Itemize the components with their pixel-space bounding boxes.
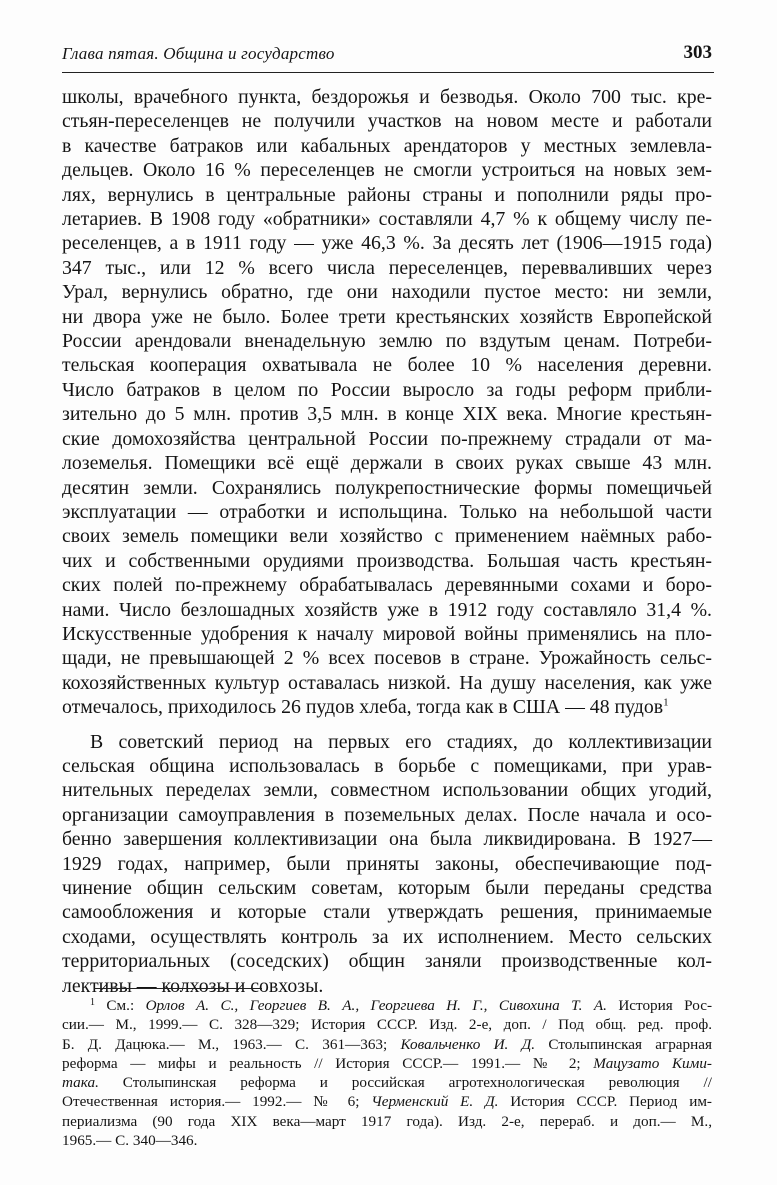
footnote-line: периализма (90 года XIX века—март 1917 года). Изд. 2-е, перераб. и доп.— М.,	[62, 1112, 712, 1130]
footnote	[62, 993, 712, 1150]
text-line: территориальных (соседских) общин заняли производственные кол-	[62, 950, 712, 973]
text-line: своих земель помещики вели хозяйство с применением наёмных рабо-	[62, 525, 712, 548]
text-line: тельская кооперация охватывала не более 10 % населения деревни.	[62, 354, 712, 377]
text-line: кохозяйственных культур оставалась низкой. На душу населения, как уже	[62, 671, 712, 694]
text-line: Искусственные удобрения к началу мировой войны применялись на пло-	[62, 622, 712, 645]
page-number: 303	[683, 42, 712, 63]
footnote-text: реформа — мифы и реальность // История СССР.— 1991.— № 2;	[62, 1054, 594, 1072]
footnote-text: См.:	[106, 997, 146, 1014]
text-line: дельцев. Около 16 % переселенцев не смогли устроиться на новых зем-	[62, 159, 712, 182]
footnote-text: Столыпинская аграрная	[535, 1035, 712, 1053]
text-line: В советский период на первых его стадиях, до коллективизации	[90, 730, 712, 753]
text-line: сходами, осуществлять контроль за их исполнением. Место сельских	[62, 925, 712, 948]
text-line: 1929 годах, например, были приняты законы, обеспечивающие под-	[62, 852, 712, 875]
footnote-rule	[94, 988, 262, 989]
text-line: зительно до 5 млн. против 3,5 млн. в конце XIX века. Многие крестьян-	[62, 403, 712, 426]
text-line: щади, не превышающей 2 % всех посевов в стране. Урожайность сельс-	[62, 647, 712, 670]
footnote-line	[62, 1054, 712, 1073]
paragraph-2	[62, 730, 712, 998]
text-line-content: отмечалось, приходилось 26 пудов хлеба, тогда как в США — 48 пудов	[62, 696, 664, 719]
page-header	[62, 44, 712, 72]
text-line: лоземелья. Помещики всё ещё держали в своих руках свыше 43 млн.	[62, 452, 712, 475]
text-line-last	[62, 695, 712, 719]
main-text	[62, 85, 712, 998]
footnote-text: Отечественная история.— 1992.— № 6;	[62, 1093, 372, 1111]
text-line: России арендовали вненадельную землю по вздутым ценам. Потреби-	[62, 330, 712, 353]
text-line: чинение общин сельским советам, которым были переданы средства	[62, 877, 712, 899]
footnote-line	[62, 1073, 712, 1092]
footnote-author: Мацузато Кими-	[593, 1054, 712, 1072]
text-line: Урал, вернулись обратно, где они находили пустое место: ни земли,	[62, 281, 712, 304]
text-line: десятин земли. Сохранялись полукрепостнические формы помещичьей	[62, 476, 712, 499]
footnote-line	[62, 1035, 712, 1054]
text-line: чих и собственными орудиями производства. Большая часть крестьян-	[62, 549, 712, 572]
footnote-author: Ковальченко И. Д.	[400, 1035, 536, 1053]
footnote-line: 1965.— С. 340—346.	[62, 1132, 198, 1150]
text-line: Число батраков в целом по России выросло за годы реформ прибли-	[62, 378, 712, 401]
footnote-text: Столыпинская реформа и российская агротехнологическая революция //	[98, 1074, 712, 1092]
header-rule	[62, 72, 714, 73]
footnote-text: История СССР. Период им-	[498, 1093, 712, 1111]
text-line: нительных переделах земли, совместном использовании общих угодий,	[62, 779, 712, 802]
text-line: летариев. В 1908 году «обратники» составляли 4,7 % к общему числу пе-	[62, 208, 712, 231]
footnote-reference[interactable]: 1	[663, 696, 669, 709]
text-line: стьян-переселенцев не получили участков на новом месте и работали	[62, 110, 712, 133]
footnote-text: Б. Д. Дацюка.— М., 1963.— С. 361—363;	[62, 1035, 401, 1053]
footnote-line	[62, 1092, 712, 1111]
text-line: ских полей по-прежнему обрабатывалась деревянными сохами и боро-	[62, 574, 712, 597]
text-line: сельская община использовалась в борьбе с помещиками, при урав-	[62, 754, 712, 777]
footnote-line	[62, 993, 712, 1015]
footnote-marker: 1	[90, 997, 95, 1008]
running-head: Глава пятая. Община и государство	[62, 44, 335, 63]
text-line: бенно завершения коллективизации она была ликвидирована. В 1927—	[62, 828, 712, 851]
paragraph-1	[62, 85, 712, 720]
text-line: в качестве батраков или кабальных арендаторов у местных землевла-	[62, 134, 712, 157]
footnote-text: История Рос-	[606, 997, 713, 1014]
text-line: самообложения и которые стали утверждать решения, принимаемые	[62, 901, 712, 924]
text-line: ни двора уже не было. Более трети крестьянских хозяйств Европейской	[62, 305, 712, 328]
text-line: ские домохозяйства центральной России по-прежнему страдали от ма-	[62, 427, 712, 450]
text-line: нами. Число безлошадных хозяйств уже в 1912 году составляло 31,4 %.	[62, 598, 712, 621]
text-line: реселенцев, а в 1911 году — уже 46,3 %. За десять лет (1906—1915 года)	[62, 232, 712, 255]
text-line: лях, вернулись в центральные районы страны и пополнили ряды про-	[62, 183, 712, 206]
text-line: 347 тыс., или 12 % всего числа переселенцев, перевваливших через	[62, 256, 712, 279]
text-line-last: лективы — колхозы и совхозы.	[62, 974, 324, 997]
footnote-line: сии.— М., 1999.— С. 328—329; История СССР. Изд. 2-е, доп. / Под общ. ред. проф.	[62, 1016, 712, 1034]
footnote-author: така.	[62, 1074, 99, 1092]
footnote-author: Черменский Е. Д.	[371, 1093, 499, 1111]
footnote-authors: Орлов А. С., Георгиев В. А., Георгиева Н. Г., Сивохина Т. А.	[145, 997, 607, 1014]
text-line: организации самоуправления в поземельных делах. После начала и осо-	[62, 803, 712, 826]
text-line: школы, врачебного пункта, бездорожья и безводья. Около 700 тыс. кре-	[62, 86, 712, 108]
text-line: эксплуатации — отработки и испольщина. Только на небольшой части	[62, 500, 712, 523]
